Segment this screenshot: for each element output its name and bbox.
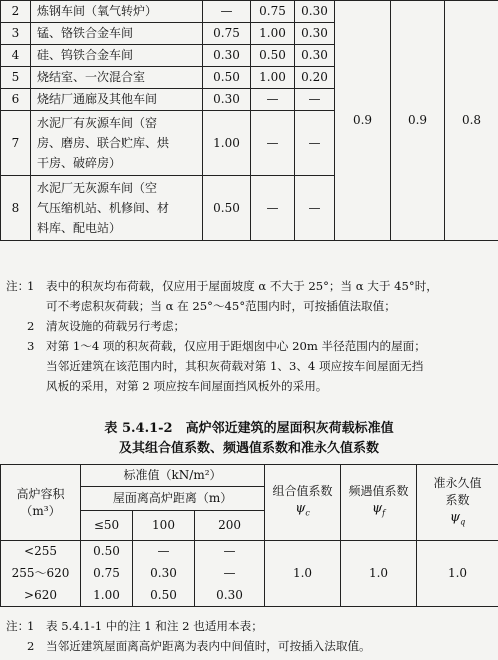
table-row (1, 1, 498, 23)
load-value: 0.50 (203, 67, 251, 89)
load-value: 0.30 (295, 23, 335, 45)
blast-furnace-dust-load-table (0, 464, 498, 607)
capacity-value: <255 (1, 541, 81, 563)
quasi-header-line: 准永久值 (433, 475, 482, 490)
quasi-permanent-header (417, 465, 498, 541)
quasi-permanent-coefficient: 0.8 (445, 1, 498, 241)
capacity-value: >620 (1, 585, 81, 607)
table2-notes (0, 616, 498, 656)
workshop-name-line: 房、磨房、联合贮库、烘 (37, 136, 170, 150)
load-value: 0.75 (203, 23, 251, 45)
notes-label: 注： (6, 279, 30, 293)
note-number: 3 (27, 339, 35, 353)
table1-notes (0, 276, 498, 396)
frequent-coefficient: 1.0 (341, 541, 417, 607)
row-number: 5 (1, 67, 31, 89)
load-value: — (203, 1, 251, 23)
load-value: 0.30 (203, 45, 251, 67)
caption-line: 表 5.4.1-2 高炉邻近建筑的屋面积灰荷载标准值 (104, 421, 394, 436)
load-value: 0.50 (251, 45, 295, 67)
workshop-name-line: 气压缩机站、机修间、材 (37, 201, 170, 215)
dust-load-table-continued (0, 0, 498, 241)
row-number: 8 (1, 176, 31, 241)
note-line: 表 5.4.1-1 中的注 1 和注 2 也适用本表； (46, 619, 263, 633)
table-header-row (1, 465, 498, 487)
load-value: — (295, 89, 335, 111)
load-value: 0.30 (133, 563, 195, 585)
load-value: 0.30 (203, 89, 251, 111)
note-item (0, 636, 498, 656)
psi-c-symbol: $\psi_c$ (295, 501, 310, 518)
note-number: 2 (27, 319, 35, 333)
note-number: 1 (27, 619, 35, 633)
load-value: 0.50 (133, 585, 195, 607)
table-row (1, 541, 498, 563)
psi-q-symbol: $\psi_q$ (449, 509, 466, 527)
load-value: 0.30 (195, 585, 265, 607)
row-number: 2 (1, 1, 31, 23)
distance-col-header: 200 (195, 511, 265, 541)
workshop-name-line: 水泥厂有灰源车间（窑 (37, 116, 158, 130)
capacity-header-label: 高炉容积 (16, 486, 65, 501)
load-value: 1.00 (251, 67, 295, 89)
psi-f-symbol: $\psi_f$ (371, 501, 386, 518)
workshop-name (31, 176, 203, 241)
note-line: 清灰设施的荷载另行考虑； (46, 319, 186, 333)
frequent-coefficient: 0.9 (391, 1, 445, 241)
workshop-name-line: 料库、配电站） (37, 221, 122, 235)
load-value: 0.30 (295, 45, 335, 67)
note-item (0, 316, 498, 336)
load-value: — (195, 563, 265, 585)
notes-label: 注： (6, 619, 30, 633)
workshop-name: 烧结厂通廊及其他车间 (31, 89, 203, 111)
capacity-header-unit: （m³） (20, 503, 61, 518)
distance-header: 屋面离高炉距离（m） (81, 487, 265, 511)
row-number: 7 (1, 111, 31, 176)
capacity-value: 255～620 (1, 563, 81, 585)
note-line: 当邻近建筑屋面离高炉距离为表内中间值时，可按插入法取值。 (46, 639, 371, 653)
note-item (0, 616, 498, 636)
load-value: 1.00 (81, 585, 133, 607)
frequent-header (341, 465, 417, 541)
load-value: — (295, 111, 335, 176)
load-value: 0.75 (251, 1, 295, 23)
load-value: 1.00 (203, 111, 251, 176)
combination-coefficient: 0.9 (335, 1, 391, 241)
workshop-name: 烧结室、一次混合室 (31, 67, 203, 89)
load-value: 0.75 (81, 563, 133, 585)
load-value: — (251, 176, 295, 241)
note-number: 2 (27, 639, 35, 653)
note-item (0, 276, 498, 316)
combination-header-label: 组合值系数 (272, 484, 333, 499)
row-number: 4 (1, 45, 31, 67)
quasi-header-line: 系数 (445, 492, 470, 507)
note-line: 表中的积灰均布荷载，仅应用于屋面坡度 α 不大于 25°；当 α 大于 45°时， (46, 279, 438, 293)
load-value: 0.50 (203, 176, 251, 241)
load-value: — (251, 111, 295, 176)
caption-line: 及其组合值系数、频遇值系数和准永久值系数 (118, 441, 379, 456)
frequent-header-label: 频遇值系数 (348, 484, 409, 499)
load-value: — (295, 176, 335, 241)
note-line: 可不考虑积灰荷载；当 α 在 25°～45°范围内时，可按插值法取值； (46, 299, 396, 313)
load-value: 0.20 (295, 67, 335, 89)
workshop-name-line: 水泥厂无灰源车间（空 (37, 181, 158, 195)
workshop-name (31, 111, 203, 176)
workshop-name: 炼钢车间（氧气转炉） (31, 1, 203, 23)
distance-col-header: 100 (133, 511, 195, 541)
load-value: — (133, 541, 195, 563)
distance-col-header: ≤50 (81, 511, 133, 541)
row-number: 3 (1, 23, 31, 45)
note-line: 风板的采用，对第 2 项应按车间屋面挡风板外的采用。 (46, 379, 328, 393)
quasi-permanent-coefficient: 1.0 (417, 541, 498, 607)
combination-header (265, 465, 341, 541)
table-caption (0, 419, 498, 459)
load-value: 0.30 (295, 1, 335, 23)
note-item (0, 336, 498, 396)
workshop-name: 硅、钨铁合金车间 (31, 45, 203, 67)
load-value: 0.50 (81, 541, 133, 563)
load-value: — (251, 89, 295, 111)
workshop-name-line: 干房、破碎房） (37, 156, 122, 170)
row-number: 6 (1, 89, 31, 111)
note-line: 对第 1～4 项的积灰荷载，仅应用于距烟囱中心 20m 半径范围内的屋面； (46, 339, 426, 353)
standard-value-header: 标准值（kN/m²） (81, 465, 265, 487)
load-value: 1.00 (251, 23, 295, 45)
note-line: 当邻近建筑在该范围内时，其积灰荷载对第 1、3、4 项应按车间屋面无挡 (46, 359, 424, 373)
note-number: 1 (27, 279, 35, 293)
load-value: — (195, 541, 265, 563)
combination-coefficient: 1.0 (265, 541, 341, 607)
capacity-header (1, 465, 81, 541)
workshop-name: 锰、铬铁合金车间 (31, 23, 203, 45)
